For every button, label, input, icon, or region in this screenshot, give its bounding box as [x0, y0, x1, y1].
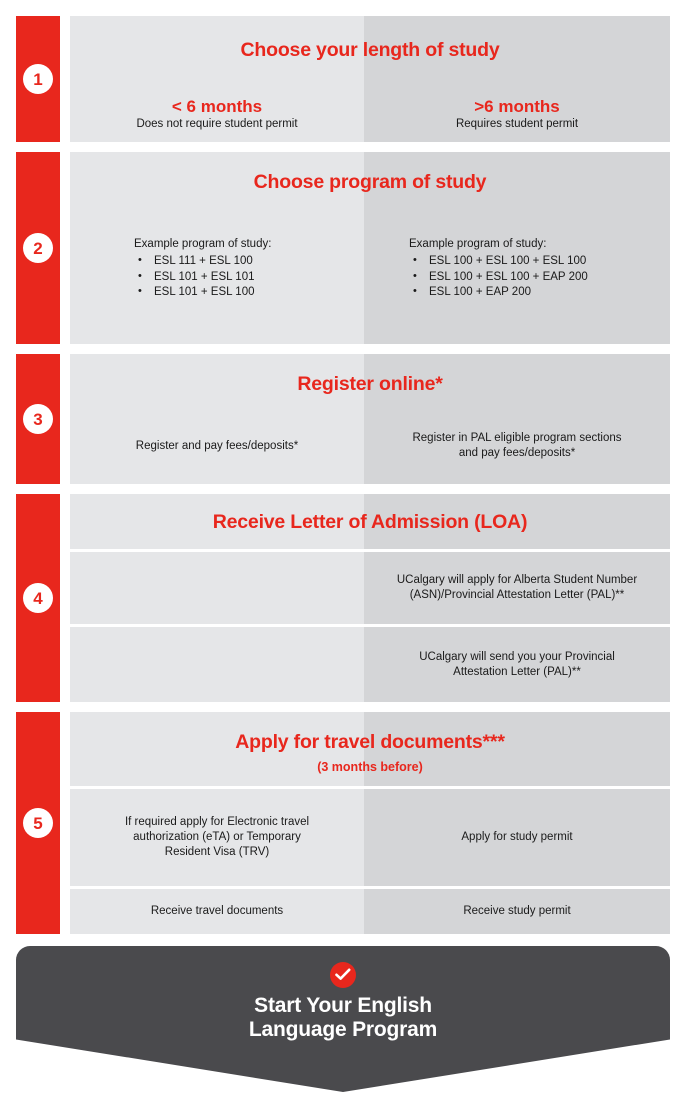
step-5-row-1: [70, 789, 670, 886]
step-2-right-example-title: Example program of study:: [409, 237, 547, 250]
step-4-row-2-right-text: UCalgary will send you your Provincial Attestation Letter (PAL)**: [419, 650, 615, 678]
step-1-number: 1: [23, 64, 53, 94]
step-1-left-highlight: < 6 months: [171, 97, 263, 117]
step-2: [0, 152, 684, 344]
step-2-number-bar: [16, 152, 60, 344]
list-item: • ESL 100 + ESL 100 + ESL 100: [409, 254, 588, 270]
list-item: • ESL 101 + ESL 101: [134, 270, 271, 286]
step-2-left-example: [134, 237, 271, 301]
step-5-row-1-right-cell: [364, 789, 670, 886]
step-1-right-cell: [364, 92, 670, 138]
step-3-panel: [70, 354, 670, 484]
step-4-row-1-right-cell: [364, 552, 670, 624]
step-2-header: Choose program of study: [253, 171, 487, 193]
step-4-row-1-left-cell: [70, 552, 364, 624]
step-3-left-cell: [70, 422, 364, 470]
list-item: • ESL 100 + ESL 100 + EAP 200: [409, 270, 588, 286]
step-5-row-1-left-text: If required apply for Electronic travel authorization (eTA) or Temporary Resident Visa (TRV): [124, 816, 310, 858]
step-3-header: Register online*: [297, 373, 443, 395]
step-2-left-example-list: [134, 254, 271, 302]
step-5-panel: [70, 712, 670, 934]
step-1-number-bar: [16, 16, 60, 142]
step-1: [0, 16, 684, 142]
step-3-number: 3: [23, 404, 53, 434]
step-4-header: Receive Letter of Admission (LOA): [212, 511, 528, 533]
list-item: • ESL 100 + EAP 200: [409, 285, 588, 301]
step-5-header: Apply for travel documents***: [235, 731, 505, 753]
step-2-left-cell: [70, 224, 364, 314]
step-4: [0, 494, 684, 702]
step-3-right-cell: [364, 422, 670, 470]
step-4-panel: [70, 494, 670, 702]
step-4-row-1: [70, 552, 670, 624]
step-5-row-2-right-text: Receive study permit: [463, 905, 571, 918]
list-item: • ESL 101 + ESL 100: [134, 285, 271, 301]
step-5-number: 5: [23, 808, 53, 838]
step-2-left-example-title: Example program of study:: [134, 237, 272, 250]
step-5-number-bar: [16, 712, 60, 934]
step-3-number-bar: [16, 354, 60, 484]
step-2-right-example: [409, 237, 588, 301]
check-circle-icon: [330, 962, 356, 988]
step-2-right-cell: [364, 224, 670, 314]
step-5-row-2-right-cell: [364, 889, 670, 934]
finish-title-line-2: Language Program: [248, 1017, 438, 1041]
step-1-left-cell: [70, 92, 364, 138]
step-1-right-highlight: >6 months: [474, 97, 560, 117]
step-4-number: 4: [23, 583, 53, 613]
step-1-panel: [70, 16, 670, 142]
step-3-right-text: Register in PAL eligible program sections and pay fees/deposits*: [412, 432, 622, 459]
step-1-content-row: [70, 92, 670, 138]
step-4-row-2: [70, 627, 670, 702]
step-5-subheader: (3 months before): [317, 760, 423, 774]
step-3-left-text: Register and pay fees/deposits*: [135, 439, 299, 452]
step-5-row-1-right-text: Apply for study permit: [461, 831, 573, 844]
step-1-header: Choose your length of study: [240, 39, 500, 61]
step-5-row-2-left-cell: [70, 889, 364, 934]
step-1-right-text: Requires student permit: [455, 117, 579, 130]
step-4-row-2-left-cell: [70, 627, 364, 702]
step-4-row-1-right-text: UCalgary will apply for Alberta Student Number (ASN)/Provincial Attestation Letter (PAL)**: [396, 574, 638, 601]
list-item: • ESL 111 + ESL 100: [134, 254, 271, 270]
step-3: [0, 354, 684, 484]
step-4-number-bar: [16, 494, 60, 702]
step-5: [0, 712, 684, 934]
step-5-row-2: [70, 889, 670, 934]
step-5-row-2-left-text: Receive travel documents: [150, 905, 284, 918]
step-1-left-text: Does not require student permit: [136, 117, 298, 130]
step-2-number: 2: [23, 233, 53, 263]
finish-title-line-1: Start Your English: [254, 994, 432, 1017]
step-3-content-row: [70, 422, 670, 470]
step-5-row-1-left-cell: [70, 789, 364, 886]
finish-content: [16, 946, 670, 1041]
step-2-content-row: [70, 224, 670, 314]
step-4-row-2-right-cell: [364, 627, 670, 702]
step-2-right-example-list: [409, 254, 588, 302]
step-2-panel: [70, 152, 670, 344]
